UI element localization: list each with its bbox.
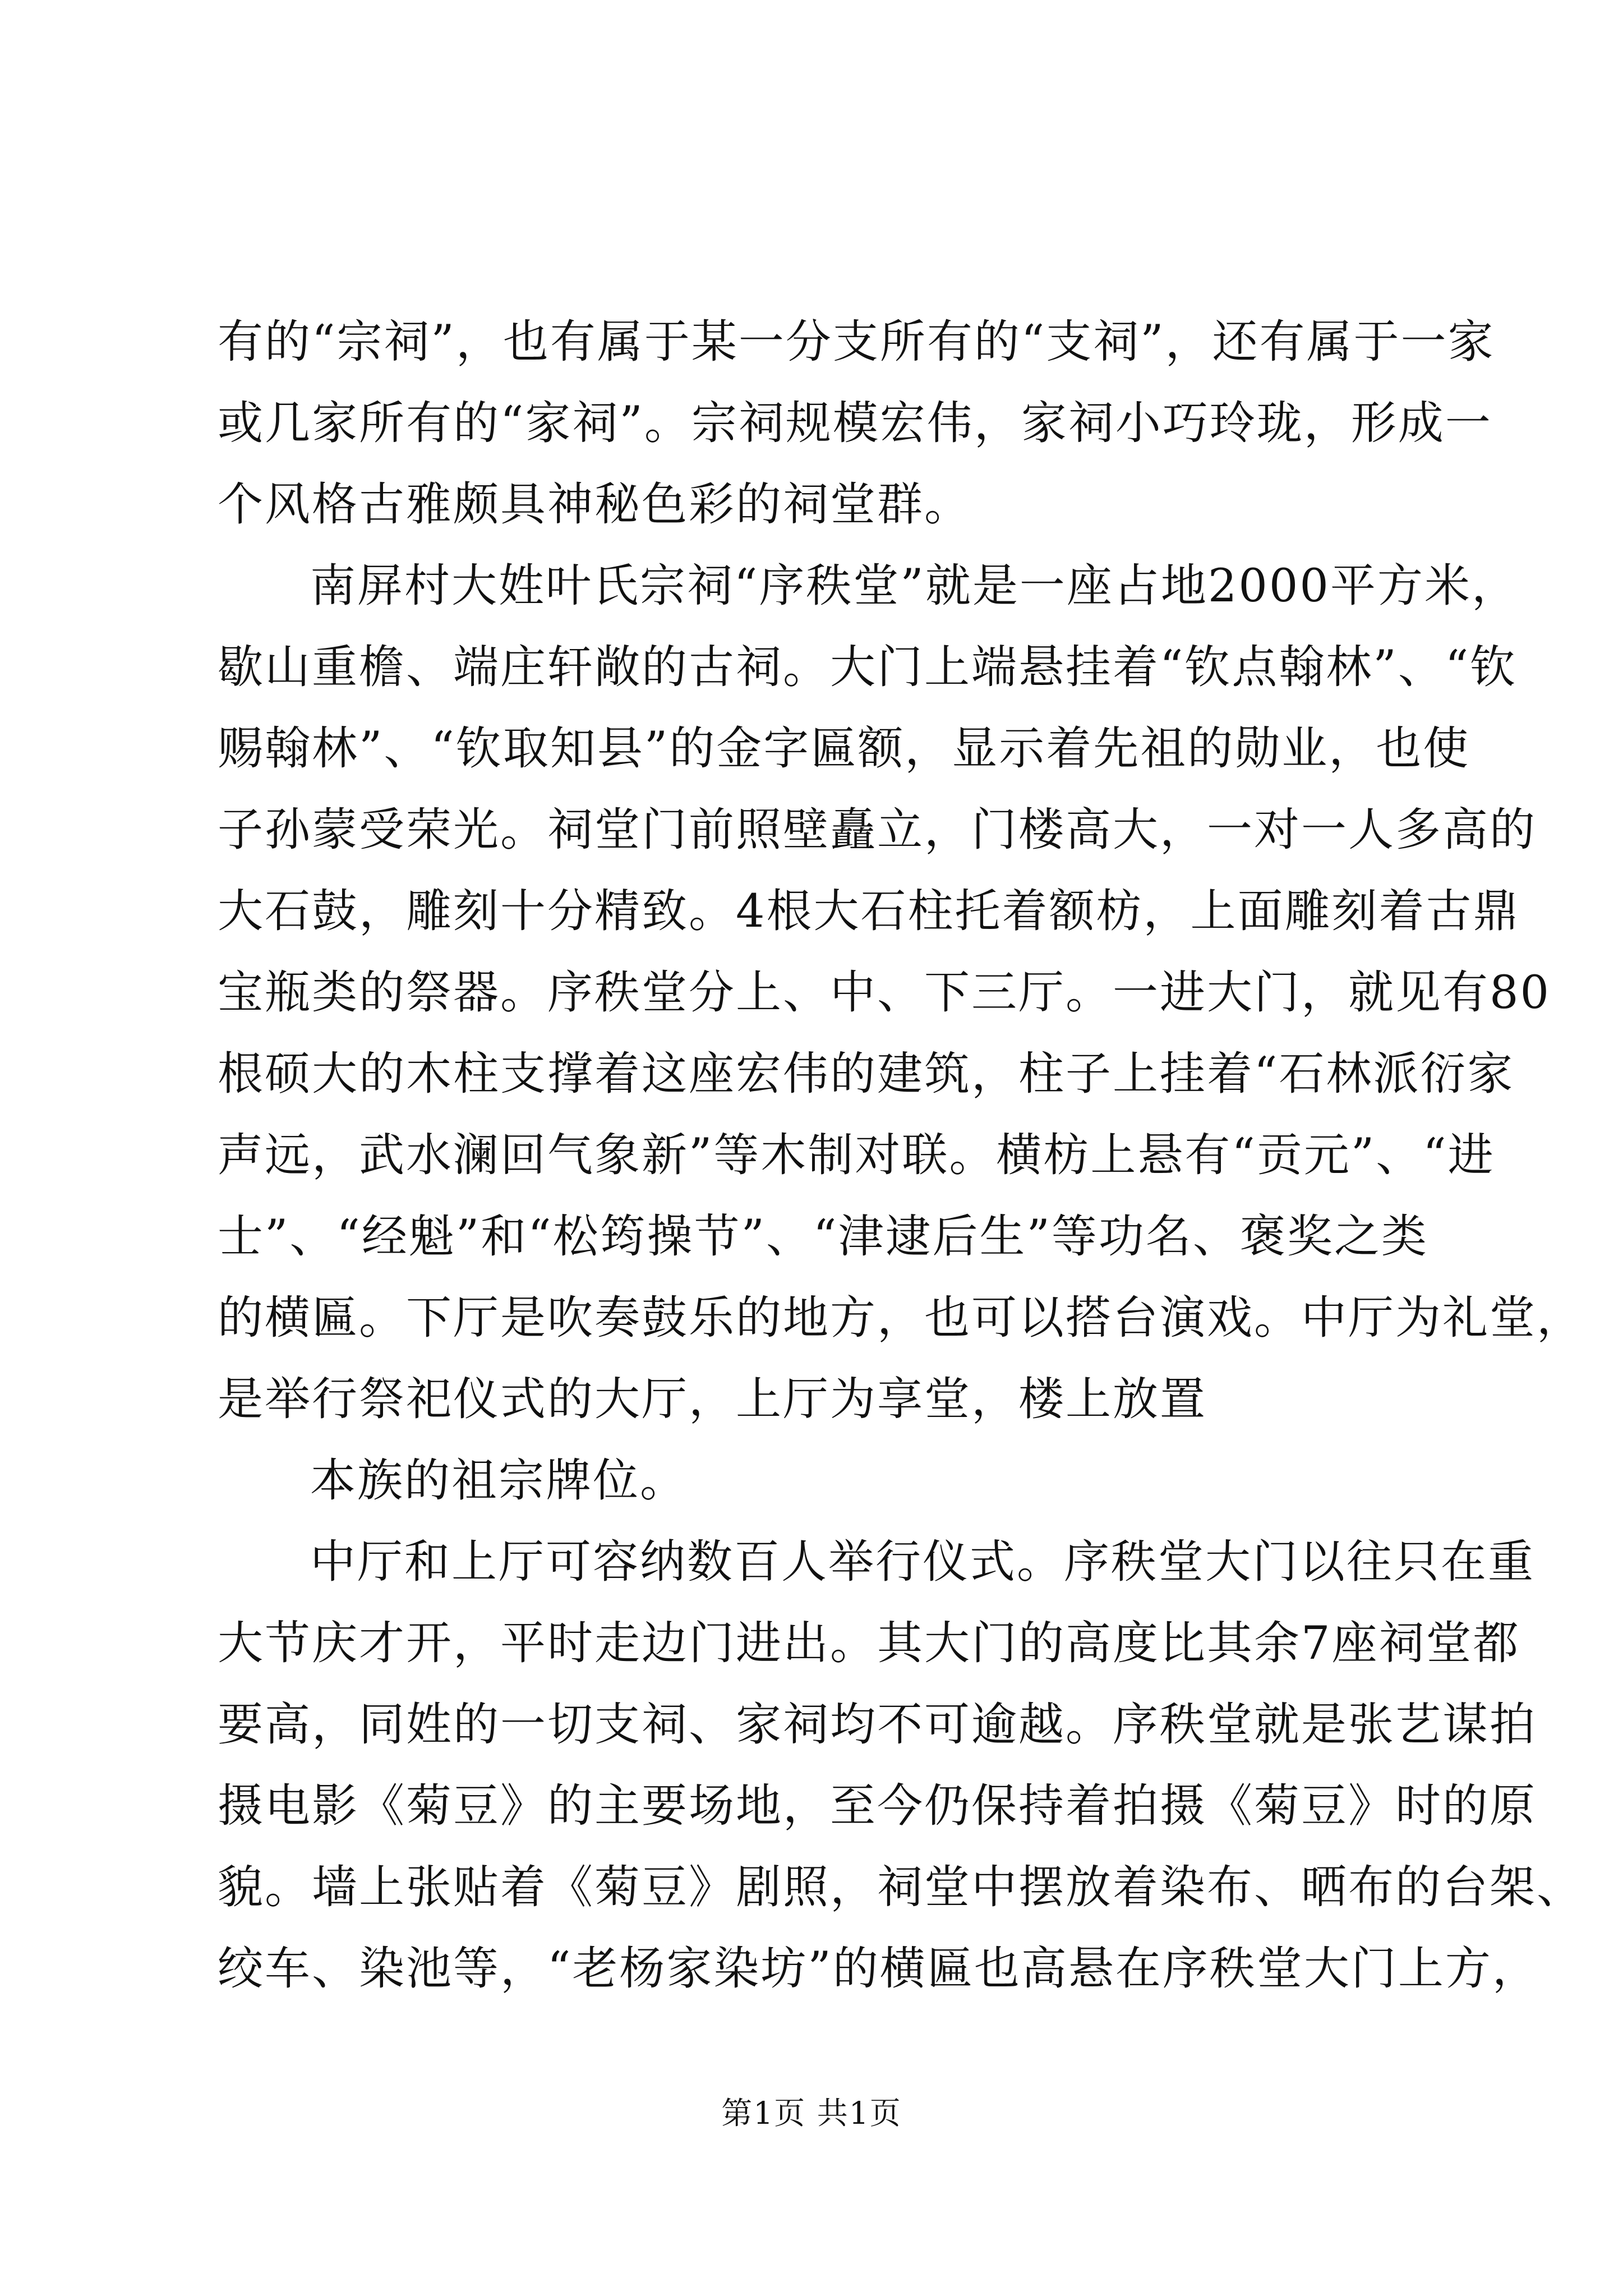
text-line-6: 赐翰林”、“钦取知县”的金字匾额，显示着先祖的勋业，也使: [218, 723, 1470, 775]
text-line-11: 声远，武水澜回气象新”等木制对联。横枋上悬有“贡元”、“进: [218, 1129, 1495, 1182]
text-line-1: 有的“宗祠”，也有属于某一分支所有的“支祠”，还有属于一家: [218, 316, 1495, 369]
text-line-14: 是举行祭祀仪式的大厅，上厅为享堂，楼上放置: [218, 1373, 1207, 1426]
text-line-21: 绞车、染池等，“老杨家染坊”的横匾也高悬在序秩堂大门上方，: [218, 1943, 1539, 1995]
text-line-13: 的横匾。下厅是吹奏鼓乐的地方，也可以搭台演戏。中厅为礼堂，: [218, 1292, 1584, 1345]
text-line-20: 貌。墙上张贴着《菊豆》剧照，祠堂中摆放着染布、晒布的台架、: [218, 1861, 1584, 1914]
text-line-2: 或几家所有的“家祠”。宗祠规模宏伟，家祠小巧玲珑，形成一: [218, 397, 1492, 450]
text-line-15: 本族的祖宗牌位。: [310, 1455, 688, 1507]
text-line-4: 南屏村大姓叶氏宗祠“序秩堂”就是一座占地2000平方米，: [310, 560, 1519, 613]
text-line-17: 大节庆才开，平时走边门进出。其大门的高度比其余7座祠堂都: [218, 1617, 1520, 1670]
text-line-12: 士”、“经魁”和“松筠操节”、“津逮后生”等功名、褒奖之类: [218, 1211, 1428, 1263]
text-line-8: 大石鼓，雕刻十分精致。4根大石柱托着额枋，上面雕刻着古鼎: [218, 885, 1520, 938]
text-line-18: 要高，同姓的一切支祠、家祠均不可逾越。序秩堂就是张艺谋拍: [218, 1699, 1537, 1751]
article-body: [218, 302, 1584, 2010]
text-line-16: 中厅和上厅可容纳数百人举行仪式。序秩堂大门以往只在重: [310, 1536, 1536, 1589]
text-line-5: 歇山重檐、端庄轩敞的古祠。大门上端悬挂着“钦点翰林”、“钦: [218, 641, 1518, 694]
text-line-9: 宝瓶类的祭器。序秩堂分上、中、下三厅。一进大门，就见有80: [218, 967, 1551, 1019]
text-line-7: 子孙蒙受荣光。祠堂门前照壁矗立，门楼高大，一对一人多高的: [218, 804, 1537, 857]
page-footer: 第1页 共1页: [721, 2095, 902, 2131]
text-line-3: 个风格古雅颇具神秘色彩的祠堂群。: [218, 478, 972, 531]
text-line-19: 摄电影《菊豆》的主要场地，至今仍保持着拍摄《菊豆》时的原: [218, 1780, 1537, 1833]
text-line-10: 根硕大的木柱支撑着这座宏伟的建筑，柱子上挂着“石林派衍家: [218, 1048, 1515, 1101]
